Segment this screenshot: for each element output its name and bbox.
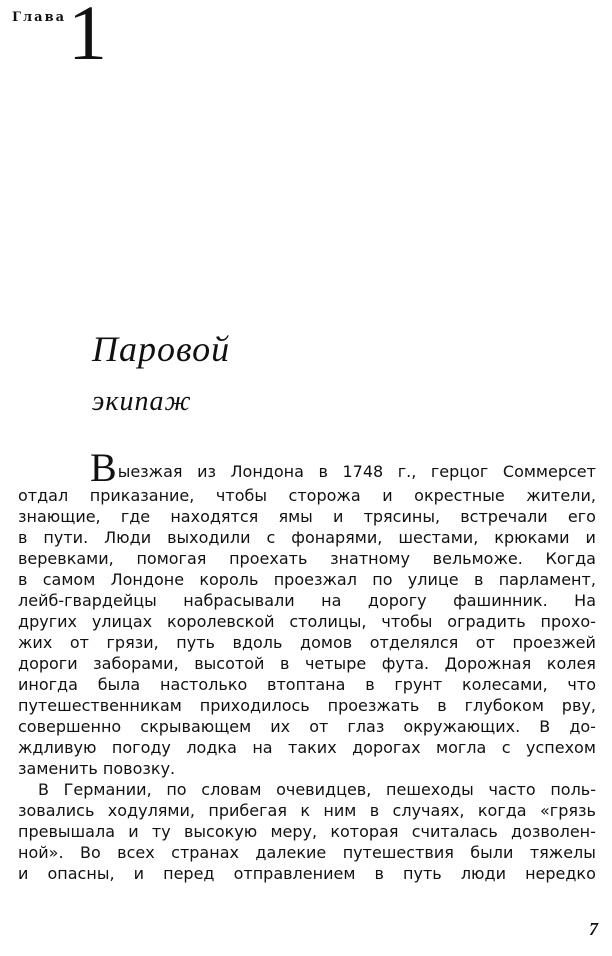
paragraph-1-lines [18, 485, 596, 758]
body-text [18, 445, 596, 884]
paragraph-1-line-2: знающие, где находятся ямы и трясины, встречали его [18, 507, 596, 526]
chapter-number: 1 [68, 0, 107, 76]
chapter-label: Глава [12, 10, 67, 25]
paragraph-2-line-4: и опасны, и перед отправлением в путь люди нередко [18, 864, 596, 883]
chapter-title-line-2: экипаж [92, 386, 192, 417]
paragraph-1-line-1: отдал приказание, чтобы сторожа и окрестные жители, [18, 486, 596, 505]
page-number: 7 [589, 919, 598, 939]
paragraph-1-line-10: иногда была настолько втоптана в грунт колесами, что [18, 675, 596, 694]
drop-cap: В [90, 445, 117, 490]
paragraph-1-line-11: путешественникам приходилось проезжать в глубоком рву, [18, 696, 596, 715]
paragraph-1-line-12: совершенно скрывающем их от глаз окружающих. В до- [18, 717, 596, 736]
paragraph-1-last-line: заменить повозку. [18, 759, 176, 778]
paragraph-1-line-13: ждливую погоду лодка на таких дорогах могла с успехом [18, 738, 596, 757]
paragraph-2-line-3: ной». Во всех странах далекие путешествия были тяжелы [18, 843, 596, 862]
paragraph-2-lines [18, 800, 596, 884]
paragraph-2-first-line: В Германии, по словам очевидцев, пешеходы часто поль- [38, 780, 596, 799]
paragraph-1-line-9: дороги заборами, высотой в четыре фута. Дорожная колея [18, 654, 596, 673]
paragraph-1-line-0: ыезжая из Лондона в 1748 г., герцог Соммерсет [117, 462, 596, 481]
paragraph-2-line-2: превышала и ту высокую меру, которая считалась дозволен- [18, 822, 596, 841]
paragraph-1-line-8: жих от грязи, путь вдоль домов отделялся от проезжей [18, 633, 596, 652]
paragraph-1-line-4: веревками, помогая проехать знатному вельможе. Когда [18, 549, 596, 568]
paragraph-1-first-line [18, 445, 596, 490]
paragraph-1-line-3: в пути. Люди выходили с фонарями, шестами, крюками и [18, 528, 596, 547]
chapter-title-line-1: Паровой [92, 329, 231, 369]
paragraph-1-line-5: в самом Лондоне король проезжал по улице в парламент, [18, 570, 596, 589]
paragraph-1-line-7: других улицах королевской столицы, чтобы оградить прохо- [18, 612, 596, 631]
paragraph-1-line-6: лейб-гвардейцы набрасывали на дорогу фашинник. На [18, 591, 596, 610]
paragraph-2-line-1: зовались ходулями, прибегая к ним в случаях, когда «грязь [18, 801, 596, 820]
